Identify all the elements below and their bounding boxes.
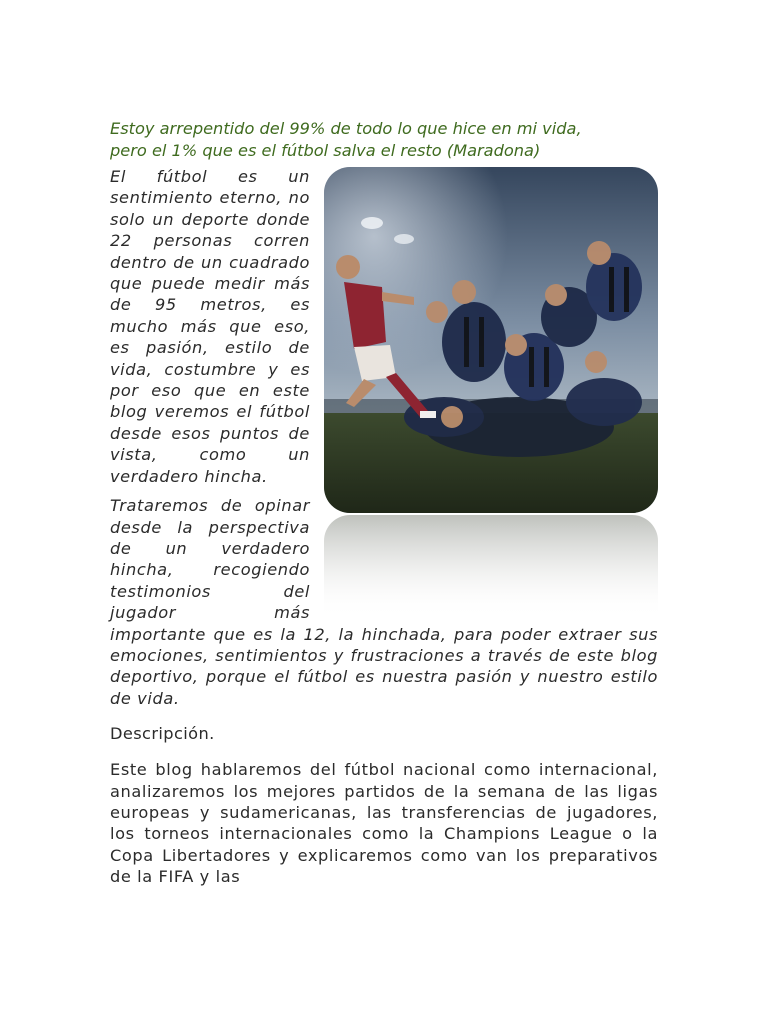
football-team-photo xyxy=(324,167,658,513)
description-heading: Descripción. xyxy=(110,724,215,744)
description-paragraph: Este blog hablaremos del fútbol nacional como internacional, analizaremos los mejores partidos de la semana de las ligas europeas y sudamericanas, las transferencias de jugadores, los torneos internacionales como la Champions League o la Copa Libertadores y explicaremos como van los preparativos de la FIFA y las xyxy=(110,760,658,887)
photo-reflection xyxy=(324,515,658,619)
maradona-quote xyxy=(110,118,658,162)
quote-line-1: Estoy arrepentido del 99% de todo lo que hice en mi vida, xyxy=(110,119,582,138)
document-page xyxy=(110,118,658,902)
quote-line-2: pero el 1% que es el fútbol salva el resto (Maradona) xyxy=(110,141,541,160)
purpose-paragraph: Trataremos de opinar desde la perspectiva de un verdadero hincha, recogiendo testimonios del jugador más importante que es la 12, la hinchada, para poder extraer sus emociones, sentimientos y frustraciones a través de este blog deportivo, porque el fútbol es nuestra pasión y nuestro estilo de vida. xyxy=(110,496,658,708)
intro-paragraph: El fútbol es un sentimiento eterno, no solo un deporte donde 22 personas corren dentro de un cuadrado que puede medir más de 95 metros, es mucho más que eso, es pasión, estilo de vida, costumbre y es por eso que en este blog veremos el fútbol desde esos puntos de vista, como un verdadero hincha. xyxy=(110,167,310,486)
football-photo-figure xyxy=(324,167,658,619)
